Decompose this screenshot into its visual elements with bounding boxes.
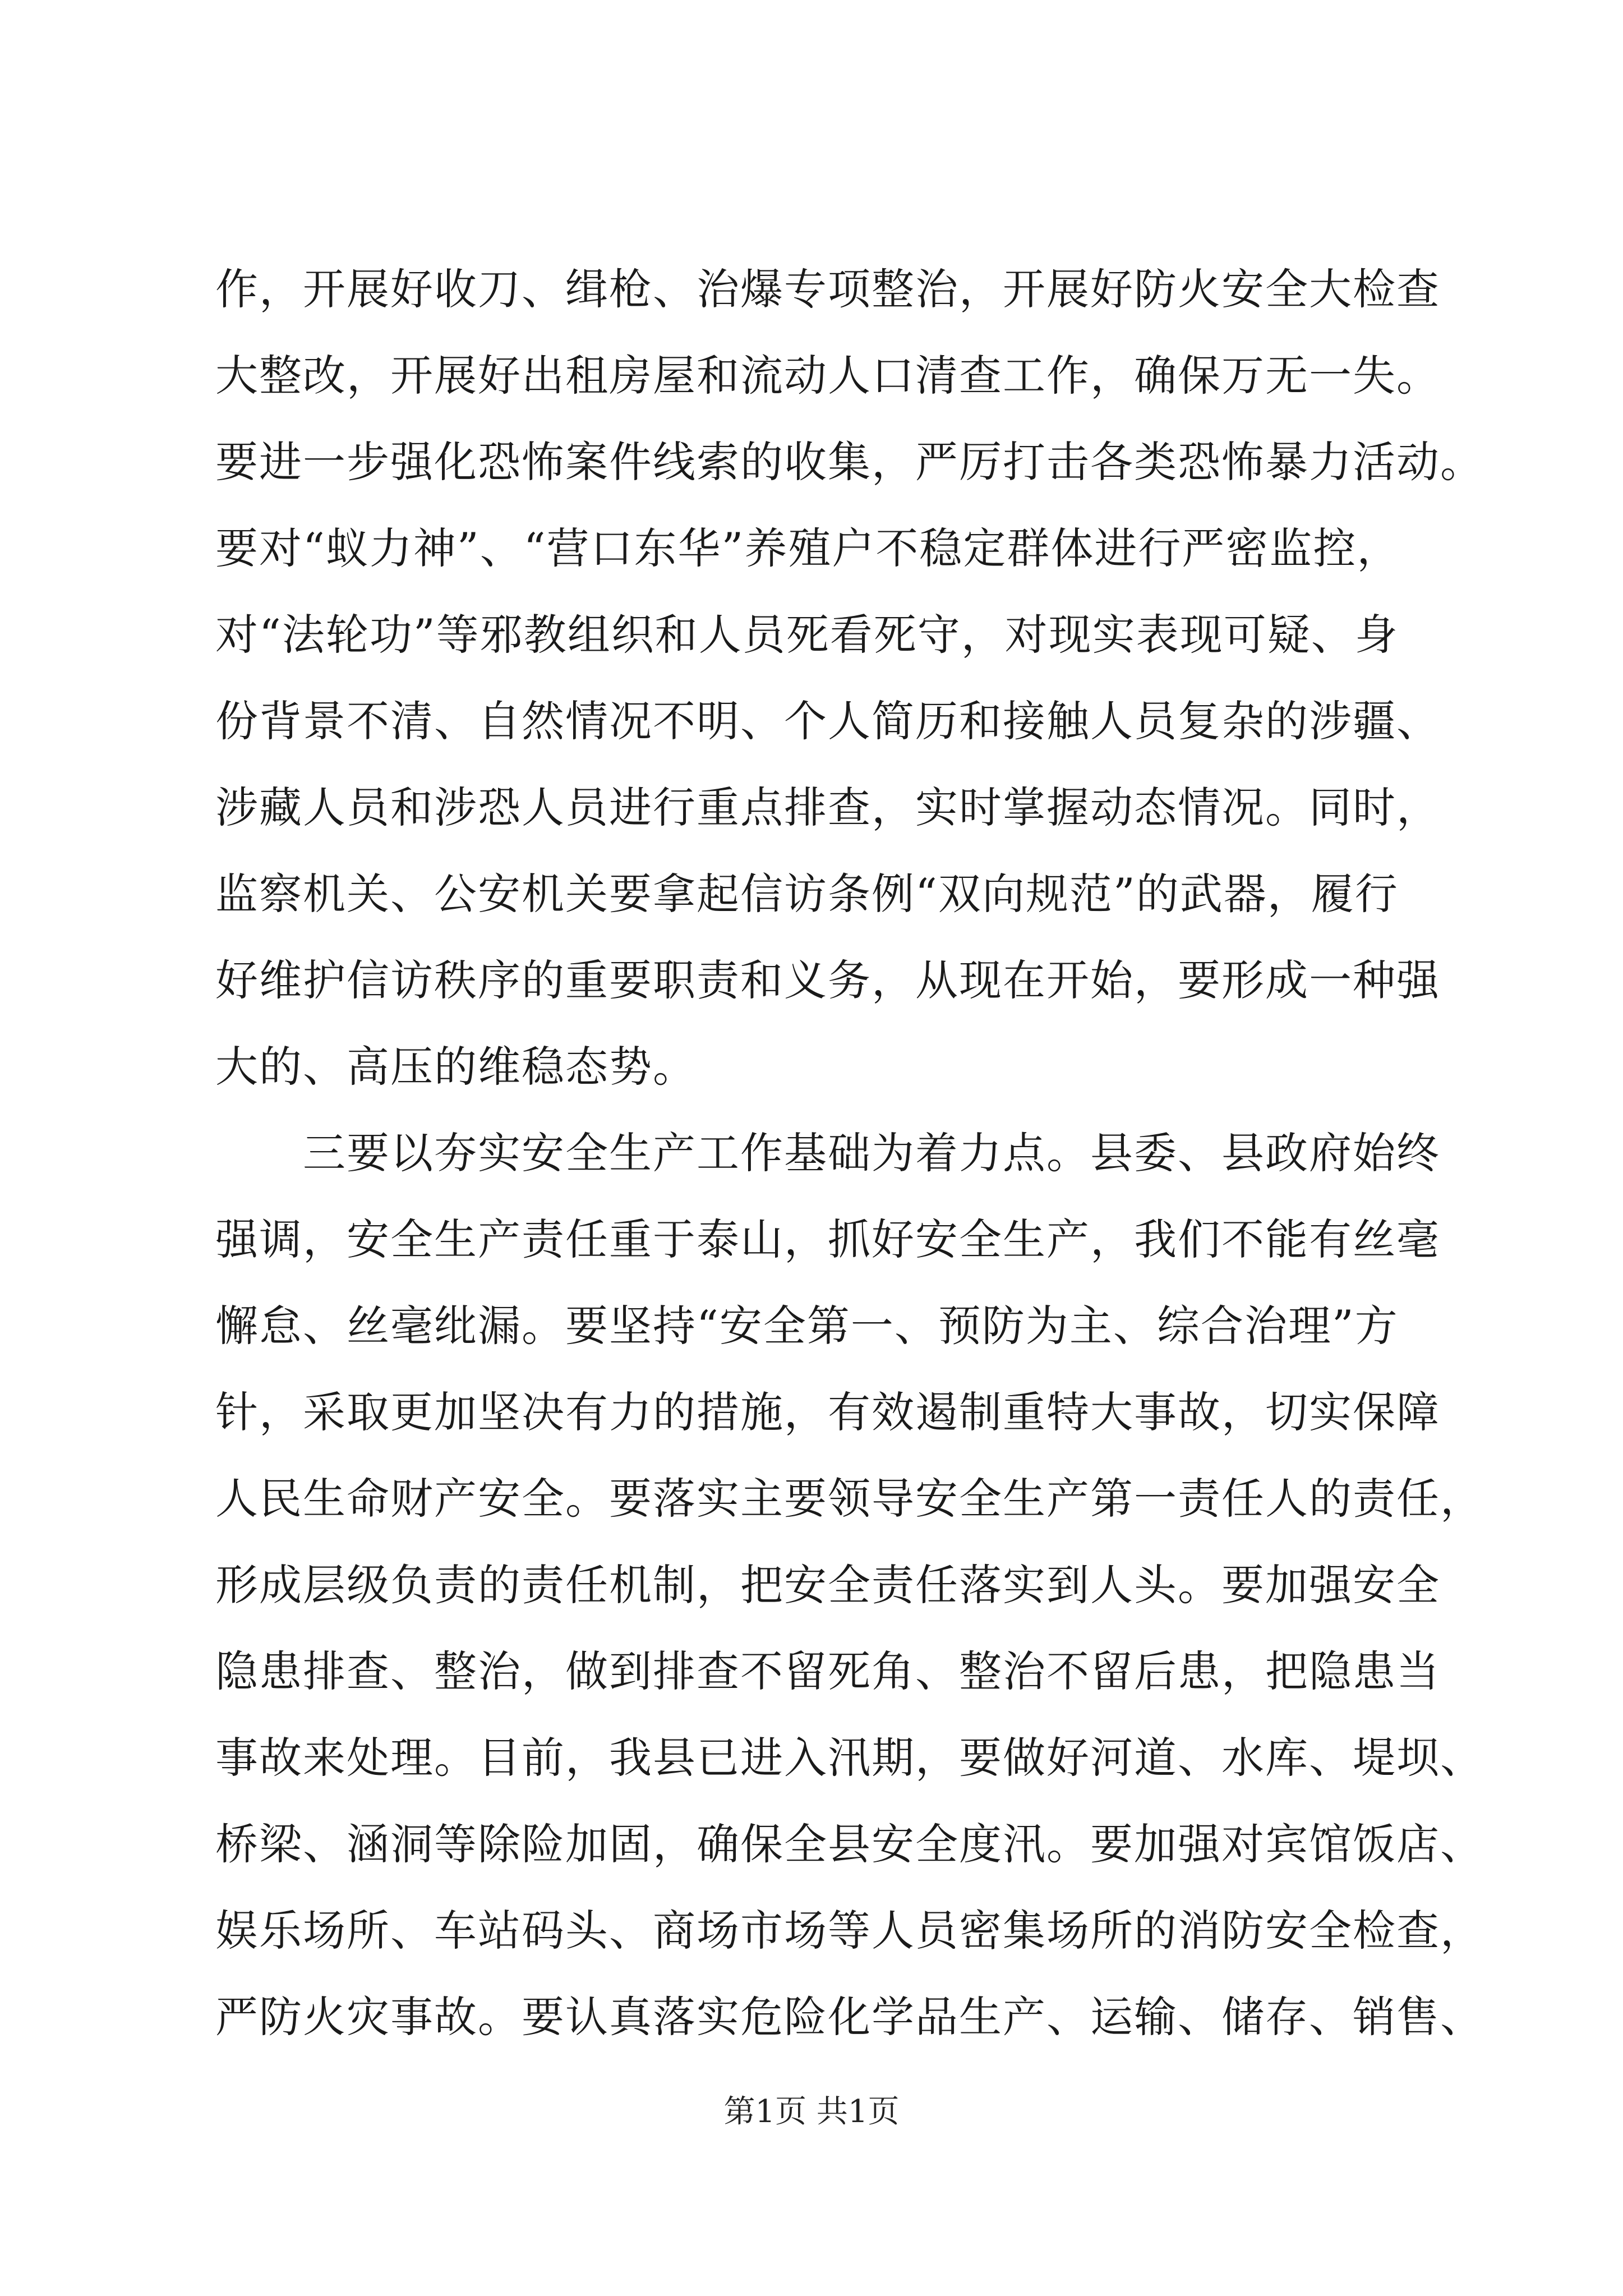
text-line: 对“法轮功”等邪教组织和人员死看死守，对现实表现可疑、身 <box>215 610 1399 660</box>
text-line: 人民生命财产安全。要落实主要领导安全生产第一责任人的责任， <box>215 1474 1484 1524</box>
text-line: 娱乐场所、车站码头、商场市场等人员密集场所的消防安全检查， <box>215 1906 1484 1955</box>
text-line: 作，开展好收刀、缉枪、治爆专项整治，开展好防火安全大检查 <box>215 264 1440 314</box>
text-line: 形成层级负责的责任机制，把安全责任落实到人头。要加强安全 <box>215 1560 1440 1610</box>
text-line: 要对“蚁力神”、“营口东华”养殖户不稳定群体进行严密监控， <box>215 523 1401 573</box>
text-line: 要进一步强化恐怖案件线索的收集，严厉打击各类恐怖暴力活动。 <box>215 437 1484 487</box>
text-line: 事故来处理。目前，我县已进入汛期，要做好河道、水库、堤坝、 <box>215 1733 1484 1783</box>
text-line: 涉藏人员和涉恐人员进行重点排查，实时掌握动态情况。同时， <box>215 783 1440 832</box>
paragraph-start-line: 三要以夯实安全生产工作基础为着力点。县委、县政府始终 <box>215 1128 1440 1178</box>
text-line: 监察机关、公安机关要拿起信访条例“双向规范”的武器，履行 <box>215 869 1399 919</box>
page-footer: 第1页 共1页 <box>723 2093 900 2130</box>
text-line: 隐患排查、整治，做到排查不留死角、整治不留后患，把隐患当 <box>215 1646 1440 1696</box>
text-line: 强调，安全生产责任重于泰山，抓好安全生产，我们不能有丝毫 <box>215 1214 1440 1264</box>
text-line: 大的、高压的维稳态势。 <box>215 1042 697 1092</box>
text-line: 大整改，开展好出租房屋和流动人口清查工作，确保万无一失。 <box>215 351 1440 401</box>
text-line: 懈怠、丝毫纰漏。要坚持“安全第一、预防为主、综合治理”方 <box>215 1301 1399 1351</box>
text-line: 份背景不清、自然情况不明、个人简历和接触人员复杂的涉疆、 <box>215 696 1440 746</box>
text-line: 针，采取更加坚决有力的措施，有效遏制重特大事故，切实保障 <box>215 1387 1440 1437</box>
text-line: 桥梁、涵洞等除险加固，确保全县安全度汛。要加强对宾馆饭店、 <box>215 1819 1484 1869</box>
text-line: 严防火灾事故。要认真落实危险化学品生产、运输、储存、销售、 <box>215 1992 1484 2042</box>
text-line: 好维护信访秩序的重要职责和义务，从现在开始，要形成一种强 <box>215 955 1440 1005</box>
